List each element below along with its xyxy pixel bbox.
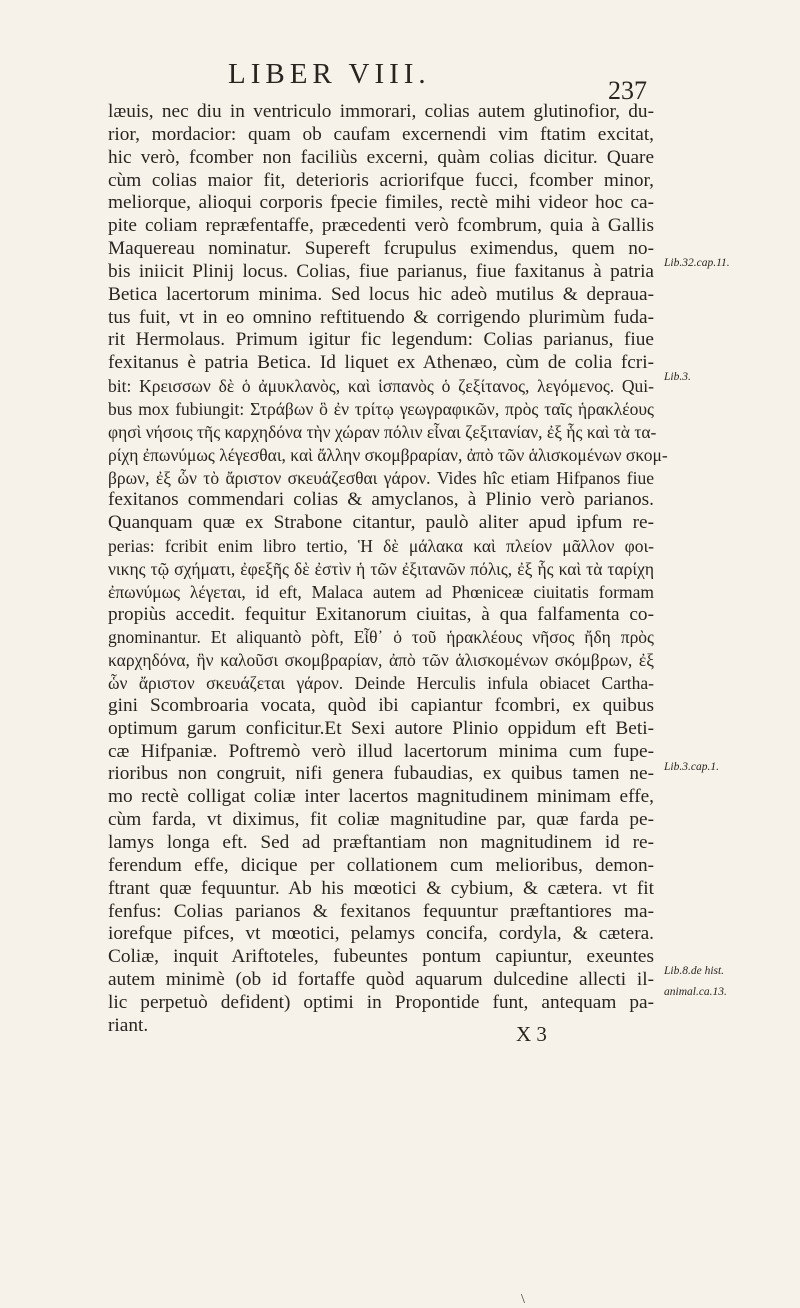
text-line: riant.	[108, 1014, 149, 1036]
running-head: LIBER VIII.	[228, 58, 431, 90]
text-line: ὧν ἄριστον σκευάζεται γάρον. Deinde Herculis infula obiacet Cartha-	[108, 673, 654, 694]
text-line: bis iniicit Plinij locus. Colias, fiue parianus, fiue faxitanus à patria	[108, 260, 654, 282]
text-line: βρων, ἐξ ὧν τὸ ἄριστον σκευάζεσθαι γάρον. Vides hîc etiam Hifpanos fiue	[108, 467, 654, 488]
text-line: optimum garum conficitur.Et Sexi autore Plinio oppidum eft Beti-	[108, 717, 654, 739]
text-line: gnominantur. Et aliquantò pòft, Εἶθ᾽ ὁ τοῦ ἡρακλέους νῆσος ἤδη πρὸς	[108, 627, 654, 648]
text-line: lic perpetuò defident) optimi in Propontide funt, antequam pa-	[108, 991, 654, 1013]
text-line: autem minimè (ob id fortaffe quòd aquarum dulcedine allecti il-	[108, 969, 654, 991]
text-line: cùm colias maior fit, deterioris acriorifque fucci, fcomber minor,	[108, 169, 654, 191]
text-line: bus mox fubiungit: Στράβων ὃ ἐν τρίτῳ γεωγραφικῶν, πρὸς ταῖς ἡρακλέους	[108, 398, 654, 419]
text-line: νικης τῷ σχήματι, ἐφεξῆς δὲ ἐστὶν ἡ τῶν ἐξιτανῶν πόλις, ἐξ ἧς καὶ τὰ ταρίχη	[108, 558, 654, 579]
text-line: rioribus non congruit, nifi genera fubaudias, ex quibus tamen ne-	[108, 763, 654, 785]
text-line: fenfus: Colias parianos & fexitanos fequuntur præftantiores ma-	[108, 900, 654, 922]
text-line: φησὶ νήσοις τῆς καρχηδόνα τὴν χώραν πόλιν εἶναι ζεξιτανίαν, ἐξ ἧς καὶ τὰ τα-	[108, 421, 657, 442]
text-line: ferendum effe, dicique per collationem cum melioribus, demon-	[108, 854, 654, 876]
margin-note: Lib.32.cap.11.	[664, 257, 730, 269]
margin-note: Lib.3.	[664, 371, 691, 383]
text-line: rit Hermolaus. Primum igitur fic legendum: Colias parianus, fiue	[108, 329, 654, 351]
text-line: Coliæ, inquit Ariftoteles, fubeuntes pontum capiuntur, exeuntes	[108, 946, 654, 968]
page-number: 237	[608, 76, 647, 105]
text-line: fexitanos commendari colias & amyclanos, à Plinio verò parianos.	[108, 489, 654, 511]
text-line: iorefque pifces, vt mœotici, pelamys concifa, cordyla, & cætera.	[108, 923, 654, 945]
text-line: mo rectè colligat coliæ inter lacertos magnitudinem minimam effe,	[108, 786, 654, 808]
margin-note: Lib.3.cap.1.	[664, 761, 719, 773]
text-line: perias: fcribit enim libro tertio, Ἡ δὲ μάλακα καὶ πλείον μᾶλλον φοι-	[108, 536, 654, 557]
text-line: meliorque, alioqui corporis fpecie fimiles, rectè mihi videor hoc ca-	[108, 192, 654, 214]
text-line: Betica lacertorum minima. Sed locus hic adeò mutilus & deprauа-	[108, 283, 654, 305]
margin-note: Lib.8.de hist.	[664, 965, 725, 977]
page-header	[0, 58, 800, 105]
text-line: lamys longa eft. Sed ad præftantiam non magnitudinem id re-	[108, 832, 654, 853]
text-line: ἐπωνύμως λέγεται, id eft, Malaca autem ad Phœniceæ ciuitatis formam	[108, 581, 654, 602]
text-line: ftrant quæ fequuntur. Ab his mœotici & cybium, & cætera. vt fit	[108, 877, 654, 899]
text-line: Quanquam quæ ex Strabone citantur, paulò aliter apud ipfum re-	[108, 512, 654, 534]
text-line: cùm farda, vt diximus, fit coliæ magnitudine par, quæ farda pe-	[108, 809, 654, 831]
text-line: fexitanus è patria Betica. Id liquet ex Athenæo, cùm de colia fcri-	[108, 352, 654, 374]
text-line: cæ Hifpaniæ. Poftremò verò illud lacertorum minima cum fupe-	[108, 740, 654, 762]
text-line: pite coliam repræfentaffe, præcedenti verò fcombrum, quia à Gallis	[108, 215, 654, 237]
stray-mark: \	[521, 1292, 525, 1307]
body-text	[108, 101, 668, 1038]
text-line: propiùs accedit. fequitur Exitanorum ciuitas, à qua falfamenta co-	[108, 603, 654, 625]
text-line: læuis, nec diu in ventriculo immorari, colias autem glutinofior, du-	[108, 101, 654, 122]
text-line: bit: Κρεισσων δὲ ὁ ἀμυκλανὸς, καὶ ἱσπανὸς ὁ ζεξίτανος, λεγόμενος. Qui-	[108, 376, 654, 397]
text-line: hic verò, fcomber non faciliùs excerni, quàm colias dicitur. Quare	[108, 146, 654, 168]
text-line: gini Scombroaria vocata, quòd ibi capiantur fcombri, ex quibus	[108, 694, 654, 716]
text-line: καρχηδόνα, ἣν καλοῦσι σκομβραρίαν, ἀπὸ τῶν ἁλισκομένων σκόμβρων, ἐξ	[108, 650, 654, 671]
margin-note: animal.ca.13.	[664, 986, 727, 998]
signature-mark: X 3	[516, 1022, 547, 1046]
text-line: ρίχη ἐπωνύμως λέγεσθαι, καὶ ἄλλην σκομβραρίαν, ἀπὸ τῶν ἁλισκομένων σκομ-	[108, 444, 668, 465]
text-line: tus fuit, vt in eo omnino reftituendo & corrigendo plurimùm fuda-	[108, 306, 654, 328]
text-line: rior, mordacior: quam ob caufam excernendi vim ftatim excitat,	[108, 123, 654, 145]
text-line: Maquereau nominatur. Supereft fcrupulus eximendus, quem no-	[108, 238, 654, 260]
